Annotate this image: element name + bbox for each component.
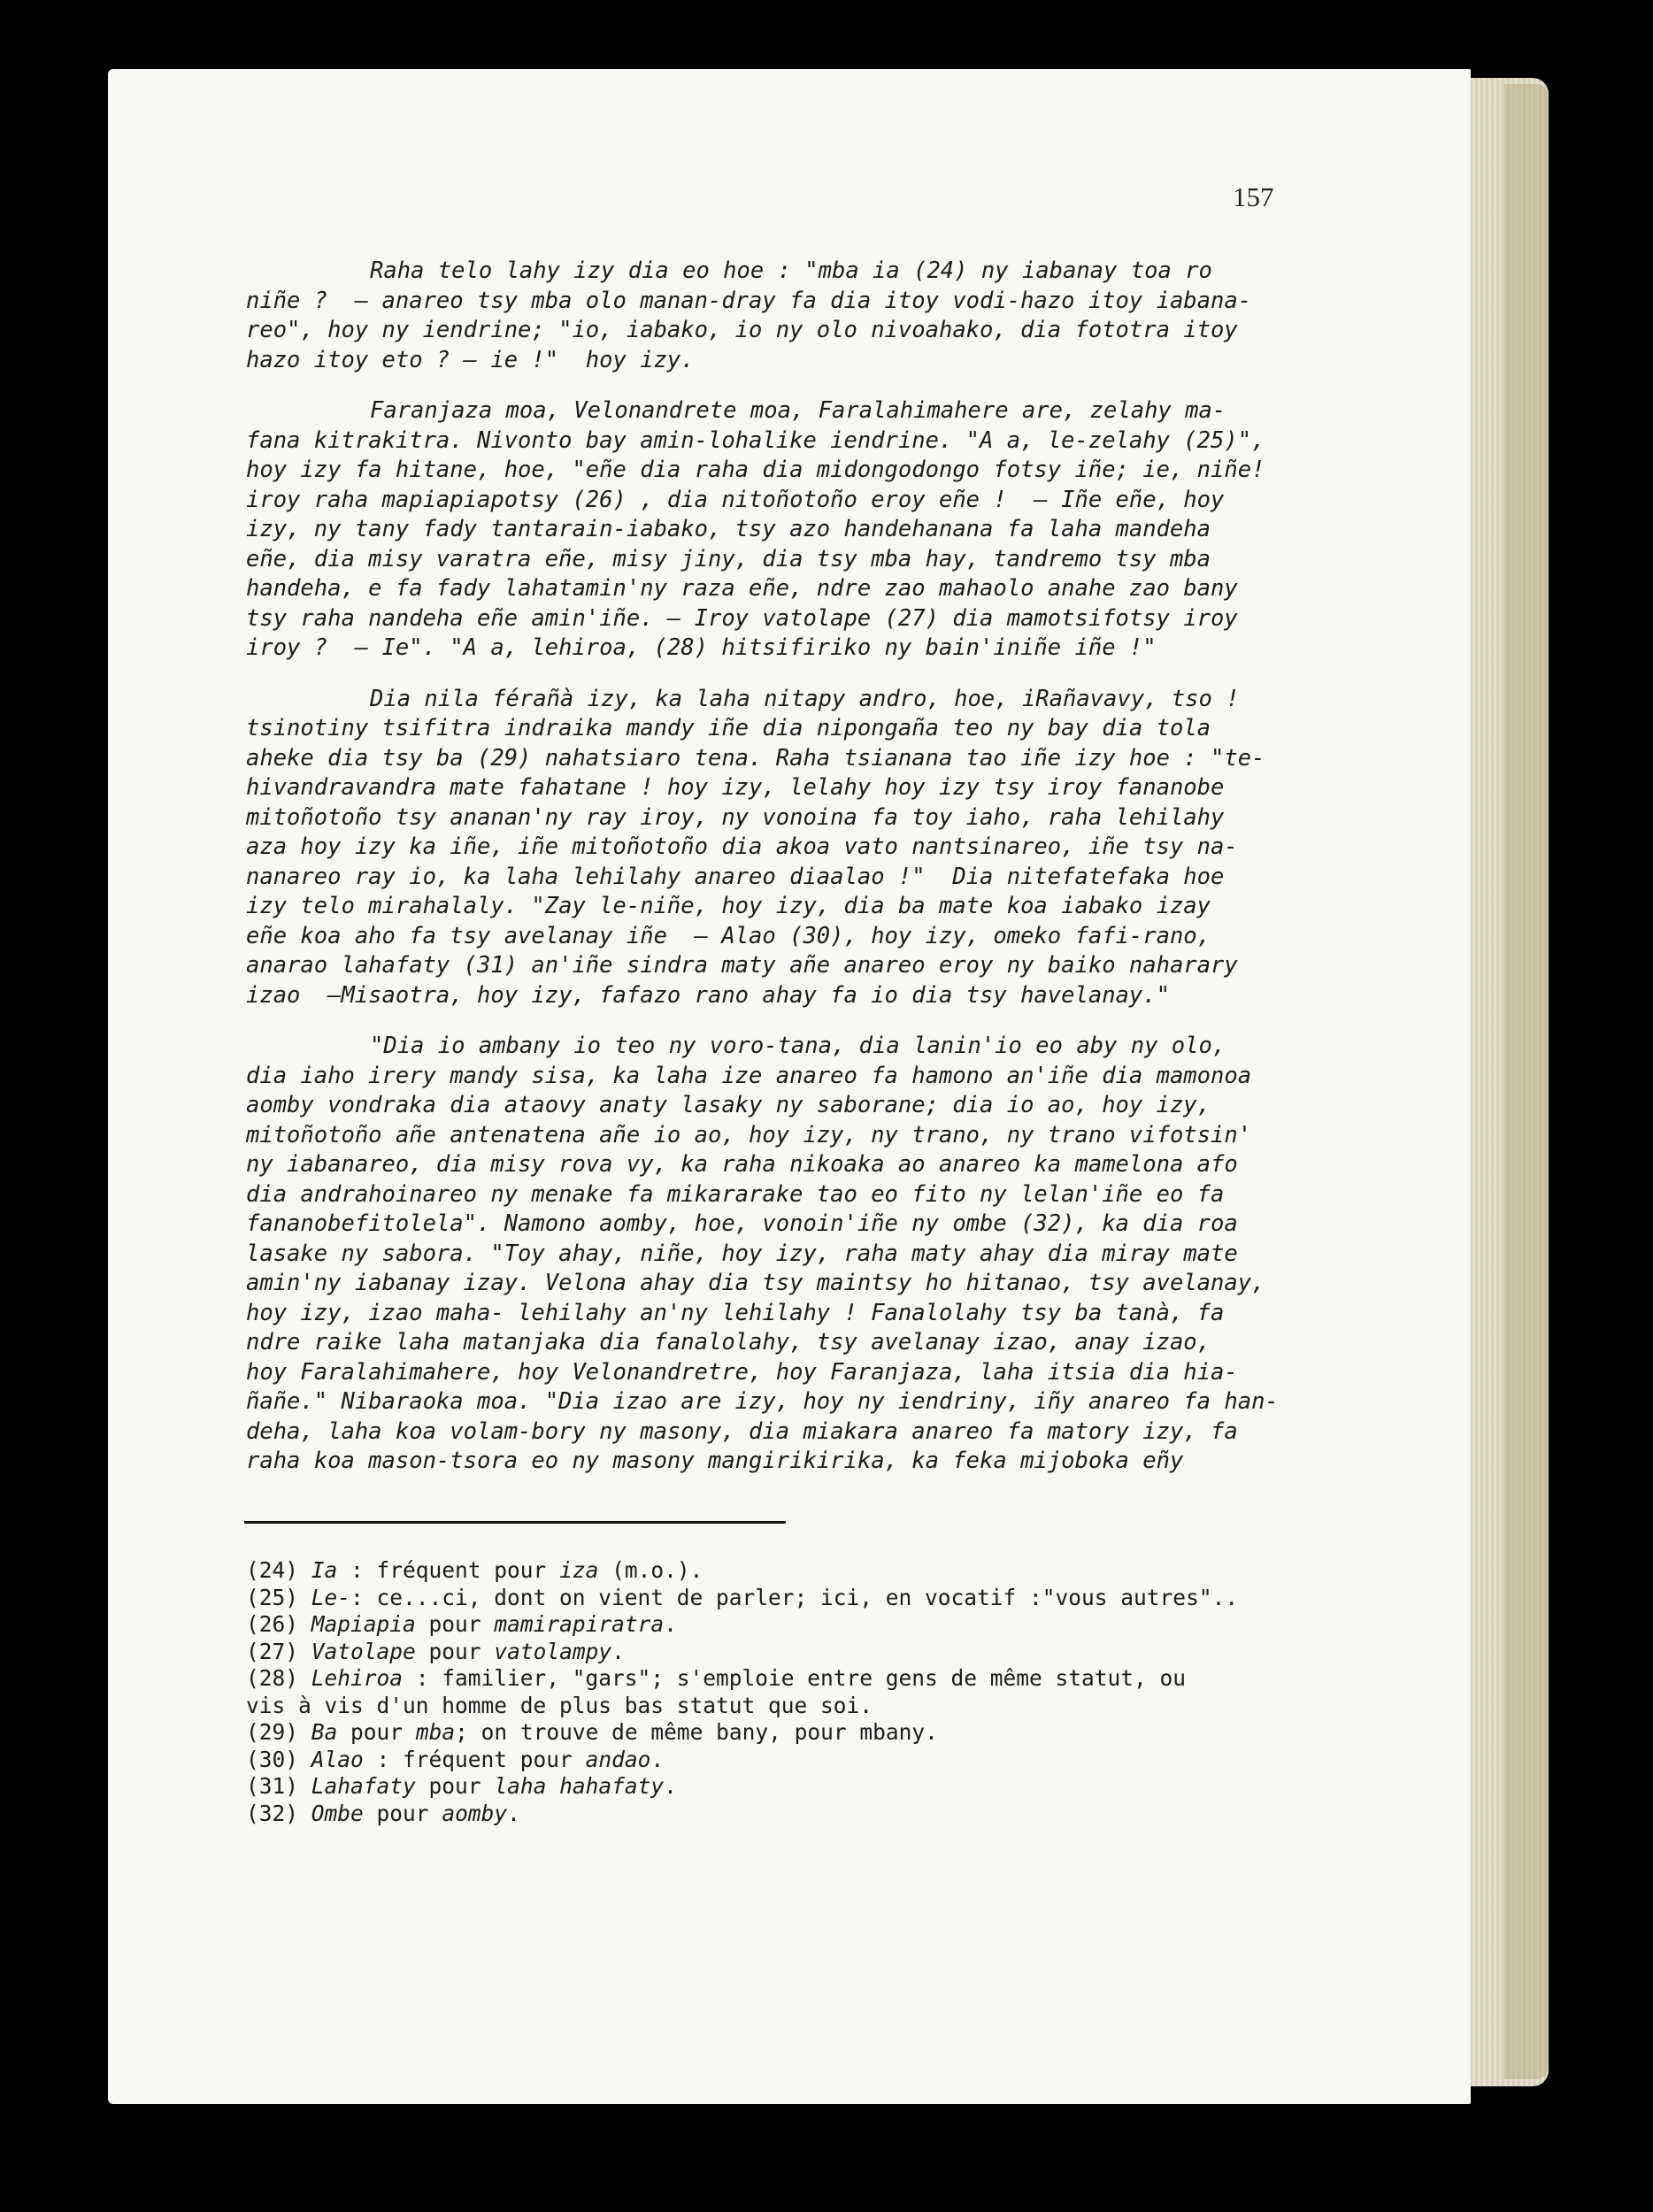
text-line: aomby vondraka dia ataovy anaty lasaky ny saborane; dia io ao, hoy izy, <box>246 1092 1211 1118</box>
text-line: aza hoy izy ka iñe, iñe mitoñotoño dia akoa vato nantsinareo, iñe tsy na- <box>246 833 1238 860</box>
footnote-line <box>246 1773 1405 1801</box>
footnote-tail: ; on trouve de même bany, pour mbany. <box>455 1719 938 1745</box>
footnote-line <box>246 1557 1405 1585</box>
footnote-text: : familier, "gars"; s'emploie entre gens de même statut, ou <box>403 1665 1187 1691</box>
paragraph-4 <box>246 1032 1405 1477</box>
footnote-term: Lehiroa <box>311 1665 404 1691</box>
footnote-tail: . <box>664 1611 677 1637</box>
text-line: handeha, e fa fady lahatamin'ny raza eñe, ndre zao mahaolo anahe zao bany <box>246 575 1238 602</box>
text-line: dia andrahoinareo ny menake fa mikararake tao eo fito ny lelan'iñe eo fa <box>246 1180 1225 1208</box>
footnote-line <box>246 1747 1405 1774</box>
text-line: fana kitrakitra. Nivonto bay amin-lohalike iendrine. "A a, le-zelahy (25)", <box>246 426 1265 454</box>
footnote-number: (30) <box>246 1746 299 1772</box>
footnote-term-2: mba <box>415 1719 456 1745</box>
footnote-term-2: vatolampy <box>494 1638 612 1664</box>
footnote-text: pour <box>337 1719 416 1745</box>
footnote-number: (24) <box>246 1557 299 1583</box>
footnote-text: vis à vis d'un homme de plus bas statut que soi. <box>246 1692 873 1718</box>
footnote-separator <box>244 1521 786 1524</box>
footnote-line <box>246 1639 1405 1666</box>
text-line: ny iabanareo, dia misy rova vy, ka raha nikoaka ao anareo ka mamelona afo <box>246 1151 1238 1178</box>
footnote-number: (27) <box>246 1638 299 1664</box>
footnote-text: pour <box>415 1611 495 1637</box>
text-line: amin'ny iabanay izay. Velona ahay dia tsy maintsy ho hitanao, tsy avelanay, <box>246 1270 1265 1296</box>
footnote-term: Mapiapia <box>311 1611 416 1637</box>
footnote-number: (25) <box>246 1584 299 1610</box>
text-line: iroy ? — Ie". "A a, lehiroa, (28) hitsifiriko ny bain'iniñe iñe !" <box>246 634 1157 661</box>
text-line: tsy raha nandeha eñe amin'iñe. — Iroy vatolape (27) dia mamotsifotsy iroy <box>246 604 1238 632</box>
text-line: "Dia io ambany io teo ny voro-tana, dia lanin'io eo aby ny olo, <box>370 1033 1226 1059</box>
text-line: anarao lahafaty (31) an'iñe sindra maty añe anareo eroy ny baiko naharary <box>246 952 1238 979</box>
text-line: nanareo ray io, ka laha lehilahy anareo diaalao !" Dia nitefatefaka hoe <box>246 863 1225 890</box>
footnote-tail: . <box>507 1800 520 1826</box>
text-line: Faranjaza moa, Velonandrete moa, Faralahimahere are, zelahy ma- <box>370 397 1226 424</box>
footnote-line <box>246 1665 1405 1693</box>
text-line: Dia nila férañà izy, ka laha nitapy andro, hoe, iRañavavy, tso ! <box>370 685 1240 712</box>
footnote-term: Ia <box>311 1557 338 1583</box>
text-line: hazo itoy eto ? — ie !" hoy izy. <box>246 346 695 373</box>
text-line: hoy izy fa hitane, hoe, "eñe dia raha dia midongodongo fotsy iñe; ie, niñe! <box>246 457 1265 483</box>
footnote-number: (26) <box>246 1611 299 1637</box>
text-line: hivandravandra mate fahatane ! hoy izy, lelahy hoy izy tsy iroy fananobe <box>246 774 1225 801</box>
footnote-term: Lahafaty <box>311 1773 416 1799</box>
footnote-term-2: mamirapiratra <box>494 1611 665 1637</box>
text-line: mitoñotoño añe antenatena añe io ao, hoy izy, ny trano, ny trano vifotsin' <box>246 1121 1252 1148</box>
page-stack-tint <box>1504 84 1549 2079</box>
footnote-line <box>246 1719 1405 1747</box>
text-line: izao —Misaotra, hoy izy, fafazo rano ahay fa io dia tsy havelanay." <box>246 981 1170 1009</box>
footnote-term: Alao <box>311 1746 364 1772</box>
text-line: mitoñotoño tsy ananan'ny ray iroy, ny vonoina fa toy iaho, raha lehilahy <box>246 803 1225 831</box>
footnote-term: Vatolape <box>311 1638 416 1664</box>
footnote-term-2: laha hahafaty <box>494 1773 665 1799</box>
text-line: ñañe." Nibaraoka moa. "Dia izao are izy, hoy ny iendriny, iñy anareo fa han- <box>246 1388 1279 1415</box>
text-line: niñe ? — anareo tsy mba olo manan-dray fa dia itoy vodi-hazo itoy iabana- <box>246 287 1252 314</box>
text-line: iroy raha mapiapiapotsy (26) , dia nitoñotoño eroy eñe ! — Iñe eñe, hoy <box>246 486 1225 513</box>
text-line: ndre raike laha matanjaka dia fanalolahy, tsy avelanay izao, anay izao, <box>246 1329 1211 1356</box>
page-number: 157 <box>1233 181 1274 212</box>
footnote-number: (32) <box>246 1800 299 1826</box>
text-line: Raha telo lahy izy dia eo hoe : "mba ia (24) ny iabanay toa ro <box>370 257 1212 284</box>
footnote-tail: . <box>650 1746 665 1772</box>
footnote-term-2: andao <box>585 1746 651 1772</box>
paragraph-1 <box>246 257 1405 375</box>
text-line: raha koa mason-tsora eo ny masony mangirikirika, ka feka mijoboka eñy <box>246 1448 1184 1474</box>
footnote-line <box>246 1585 1405 1612</box>
text-line: deha, laha koa volam-bory ny masony, dia miakara anareo fa matory izy, fa <box>246 1417 1238 1445</box>
footnote-line <box>246 1801 1405 1828</box>
paragraph-3 <box>246 685 1405 1011</box>
footnote-tail: . <box>664 1773 677 1799</box>
text-line: fananobefitolela". Namono aomby, hoe, vonoin'iñe ny ombe (32), ka dia roa <box>246 1210 1238 1237</box>
body-text <box>246 257 1405 1498</box>
footnote-term-2: iza <box>559 1557 599 1583</box>
text-line: lasake ny sabora. "Toy ahay, niñe, hoy izy, raha maty ahay dia miray mate <box>246 1240 1238 1267</box>
footnote-number: (28) <box>246 1665 299 1691</box>
footnote-text: : ce...ci, dont on vient de parler; ici, en vocatif :"vous autres".. <box>350 1584 1239 1610</box>
footnote-term: Le- <box>311 1584 351 1610</box>
footnote-text: pour <box>363 1800 442 1826</box>
footnote-term-2: aomby <box>442 1800 508 1826</box>
text-line: reo", hoy ny iendrine; "io, iabako, io ny olo nivoahako, dia fototra itoy <box>246 317 1238 343</box>
text-line: eñe koa aho fa tsy avelanay iñe — Alao (30), hoy izy, omeko fafi-rano, <box>246 922 1211 949</box>
footnote-term: Ombe <box>311 1800 364 1826</box>
footnote-line <box>246 1611 1405 1639</box>
footnote-number: (31) <box>246 1773 299 1799</box>
footnote-tail: . <box>611 1638 625 1664</box>
footnote-text: pour <box>415 1638 495 1664</box>
footnote-line <box>246 1693 1405 1720</box>
footnote-text: : fréquent pour <box>337 1557 560 1583</box>
footnote-term: Ba <box>311 1719 338 1745</box>
text-line: izy telo mirahalaly. "Zay le-niñe, hoy izy, dia ba mate koa iabako izay <box>246 893 1211 919</box>
text-line: eñe, dia misy varatra eñe, misy jiny, dia tsy mba hay, tandremo tsy mba <box>246 545 1211 572</box>
footnote-number: (29) <box>246 1719 299 1745</box>
text-line: izy, ny tany fady tantarain-iabako, tsy azo handehanana fa laha mandeha <box>246 516 1211 542</box>
footnote-text: : fréquent pour <box>363 1746 586 1772</box>
footnotes <box>246 1557 1405 1827</box>
footnote-text: pour <box>415 1773 495 1799</box>
text-line: aheke dia tsy ba (29) nahatsiaro tena. Raha tsianana tao iñe izy hoe : "te- <box>246 744 1265 772</box>
text-line: hoy Faralahimahere, hoy Velonandretre, hoy Faranjaza, laha itsia dia hia- <box>246 1358 1238 1386</box>
text-line: dia iaho irery mandy sisa, ka laha ize anareo fa hamono an'iñe dia mamonoa <box>246 1062 1252 1089</box>
text-line: hoy izy, izao maha- lehilahy an'ny lehilahy ! Fanalolahy tsy ba tanà, fa <box>246 1299 1225 1326</box>
text-line: tsinotiny tsifitra indraika mandy iñe dia nipongaña teo ny bay dia tola <box>246 715 1211 741</box>
footnote-tail: (m.o.). <box>598 1557 703 1583</box>
paragraph-2 <box>246 396 1405 664</box>
